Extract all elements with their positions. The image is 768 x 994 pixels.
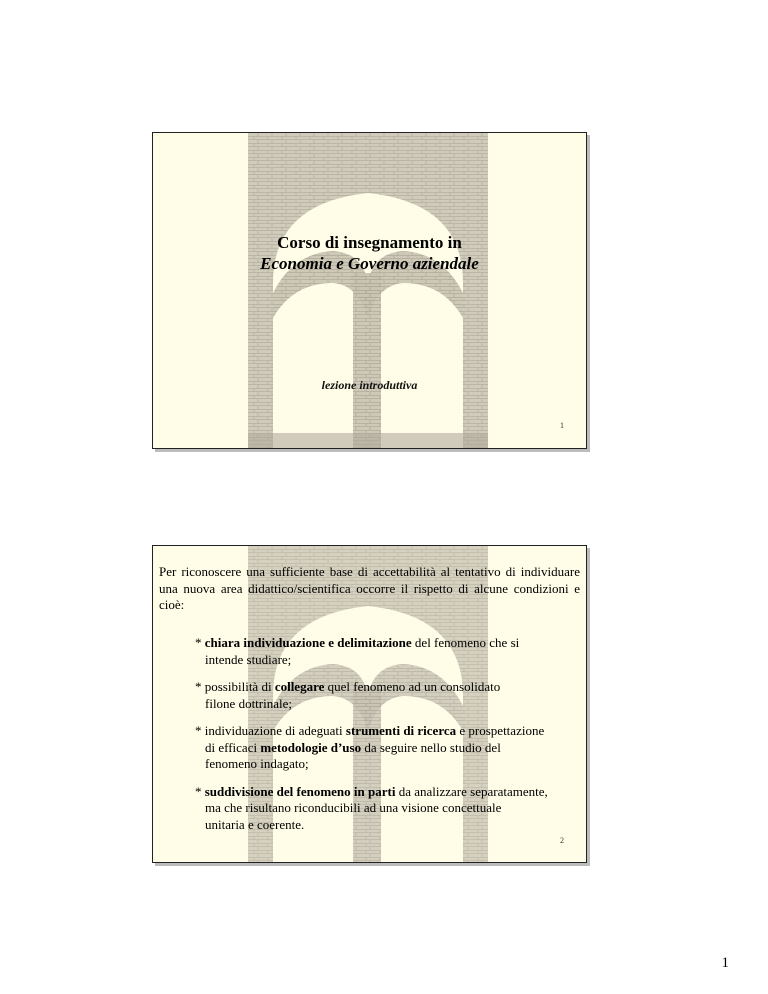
- item-text: di efficaci: [205, 739, 261, 755]
- slide-subtitle: lezione introduttiva: [321, 378, 418, 392]
- item-continuation: intende studiare;: [205, 651, 292, 667]
- item-continuation: filone dottrinale;: [205, 695, 293, 711]
- list-item: [195, 723, 586, 773]
- item-bold: collegare: [274, 679, 325, 694]
- list-item: [195, 784, 586, 834]
- bullet: *: [195, 783, 205, 799]
- item-text: individuazione di adeguati: [204, 723, 346, 738]
- slide-2: [152, 545, 587, 863]
- intro-paragraph: Per riconoscere una sufficiente base di accettabilità al tentativo di individuare una nuova area didattico/scientifica occorre il rispetto di alcune condizioni e cioè:: [159, 564, 580, 612]
- item-text: quel fenomeno ad un consolidato: [324, 679, 501, 694]
- item-text: del fenomeno che si: [411, 635, 520, 650]
- item-continuation: fenomeno indagato;: [205, 756, 309, 771]
- slide-1: [152, 132, 587, 449]
- item-text: da analizzare separatamente,: [395, 783, 548, 799]
- bullet: *: [195, 679, 205, 694]
- slide-number: 2: [560, 836, 564, 845]
- item-continuation: unitaria e coerente.: [205, 816, 305, 832]
- conditions-list: [195, 635, 586, 844]
- item-text: da seguire nello studio del: [361, 739, 501, 755]
- item-continuation: [195, 740, 586, 757]
- list-item: [195, 679, 586, 712]
- item-bold: chiara individuazione e delimitazione: [204, 635, 412, 650]
- item-text: e prospettazione: [456, 723, 545, 738]
- list-item: [195, 635, 586, 668]
- slide-title-line2: Economia e Governo aziendale: [260, 254, 479, 273]
- slide-title-line1: Corso di insegnamento in: [277, 233, 462, 252]
- page-number: 1: [721, 955, 729, 971]
- item-text: possibilità di: [204, 679, 275, 694]
- item-bold: metodologie d’uso: [260, 739, 362, 755]
- item-bold: suddivisione del fenomeno in parti: [204, 783, 396, 799]
- slide-number: 1: [560, 421, 564, 430]
- bullet: *: [195, 635, 205, 650]
- item-bold: strumenti di ricerca: [345, 723, 457, 738]
- item-continuation: ma che risultano riconducibili ad una visione concettuale: [205, 800, 502, 815]
- bullet: *: [195, 723, 205, 738]
